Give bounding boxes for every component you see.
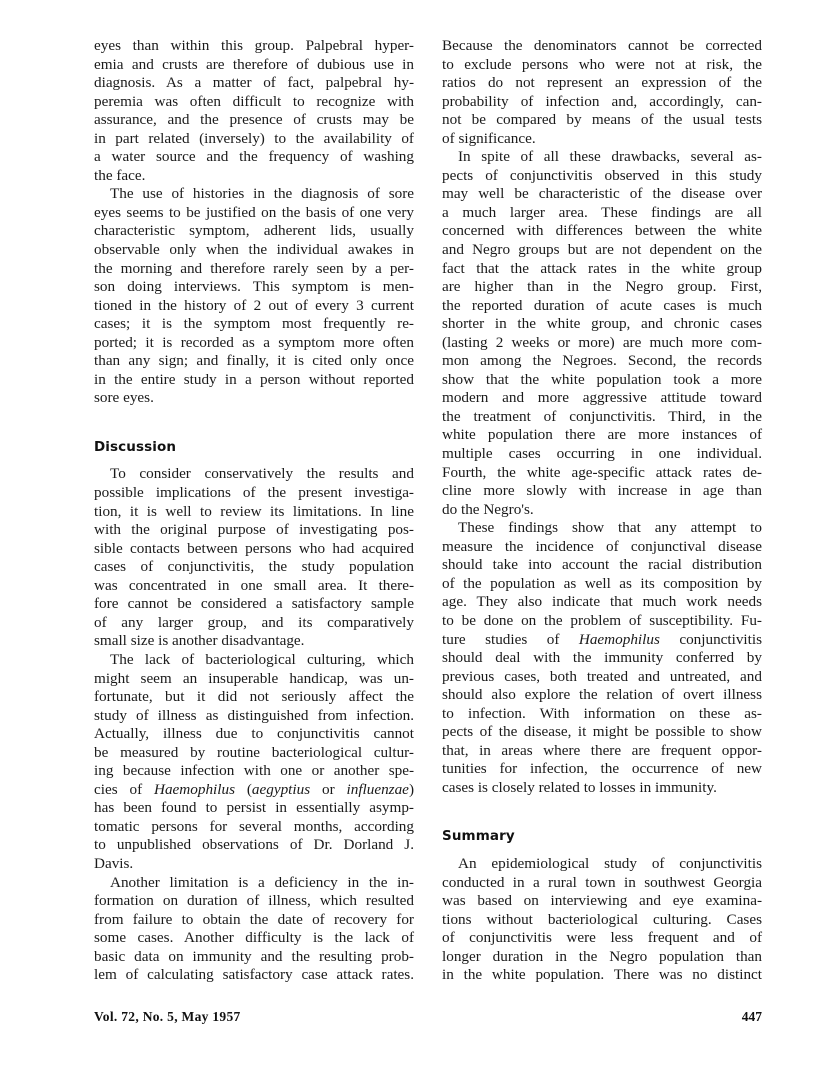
text-line: mon among the Negroes. Second, the records	[442, 352, 762, 370]
text-line: to unpublished observations of Dr. Dorland J.	[94, 836, 414, 854]
text-line: ported; it is recorded as a symptom more often	[94, 333, 414, 351]
text-line: formation on duration of illness, which resulted	[94, 892, 414, 910]
text-line: ratios do not represent an expression of the	[442, 74, 762, 92]
text-line: do the Negro's.	[442, 500, 534, 518]
text-line: assurance, and the presence of crusts may be	[94, 111, 414, 129]
text-line: sible contacts between persons who had acquired	[94, 539, 414, 557]
text-line: emia and crusts are therefore of dubious use in	[94, 55, 414, 73]
text-line: Because the denominators cannot be corrected	[442, 37, 762, 54]
italic-species-name: aegyptius	[251, 780, 311, 798]
text-line: son doing interviews. This symptom is men-	[94, 278, 414, 296]
section-heading-discussion: Discussion	[94, 438, 177, 455]
text-line: not be compared by means of the usual tests	[442, 111, 762, 129]
text-line: in the entire study in a person without reported	[94, 370, 414, 388]
journal-citation: Vol. 72, No. 5, May 1957	[94, 1009, 241, 1024]
text-line: In spite of all these drawbacks, several as-	[458, 148, 762, 166]
text-line: a water source and the frequency of washing	[94, 148, 414, 166]
text-line-haemophilus: cies of Haemophilus (aegyptius or influenzae)	[94, 780, 414, 798]
text-line: the treatment of conjunctivitis. Third, in the	[442, 407, 762, 425]
text-line: in part related (inversely) to the availability of	[94, 129, 414, 147]
text-line: a much larger area. These findings are all	[442, 203, 762, 221]
text-line: observable only when the individual awakes in	[94, 241, 414, 259]
right-column	[442, 37, 762, 985]
text-line: pects of the disease, it might be possible to show	[442, 723, 762, 741]
text-line: lem of calculating satisfactory case attack rates.	[94, 966, 414, 984]
text-line: sore eyes.	[94, 389, 154, 407]
italic-species-name: Haemophilus	[578, 630, 660, 648]
text-line: should take into account the racial distribution	[442, 556, 762, 574]
text-line: some cases. Another difficulty is the lack of	[94, 929, 414, 947]
section-spacer	[442, 846, 762, 855]
text-line: are higher than in the Negro group. First,	[442, 278, 762, 296]
text-line: Fourth, the white age-specific attack rates de-	[442, 463, 762, 481]
text-line: should also explore the relation of overt illness	[442, 686, 762, 704]
text-line: age. They also indicate that much work needs	[442, 593, 762, 611]
text-line: be measured by routine bacteriological cultur-	[94, 743, 414, 761]
text-line: measure the incidence of conjunctival disease	[442, 537, 762, 555]
text-line: diagnosis. As a matter of fact, palpebral hy-	[94, 74, 414, 92]
text-line: than any sign; and finally, it is cited only once	[94, 352, 414, 370]
text-line: tions without bacteriological culturing. Cases	[442, 910, 762, 928]
section-spacer	[94, 408, 414, 438]
text-line: might seem an insuperable handicap, was un-	[94, 669, 414, 687]
text-line: To consider conservatively the results and	[110, 465, 414, 483]
text-line: eyes than within this group. Palpebral hyper-	[94, 37, 414, 54]
text-line: to infection. With information on these as-	[442, 704, 762, 722]
text-line: modern and more aggressive attitude toward	[442, 389, 762, 407]
text-line: characteristic symptom, adherent lids, usually	[94, 222, 414, 240]
text-line: shorter in the white group, and chronic cases	[442, 315, 762, 333]
paragraph-bacteriological	[94, 651, 414, 874]
text-line: to exclude persons who were not at risk, the	[442, 55, 762, 73]
text-line: should deal with the immunity conferred by	[442, 649, 762, 667]
text-line: the reported duration of acute cases is much	[442, 296, 762, 314]
text-line: of significance.	[442, 129, 536, 147]
text-line: peremia was often difficult to recognize with	[94, 92, 414, 110]
text-line: The use of histories in the diagnosis of sore	[110, 185, 414, 203]
text-line: of any larger group, and its comparatively	[94, 613, 414, 631]
text-line: of conjunctivitis were less frequent and of	[442, 929, 762, 947]
paragraph-duration-limitation	[94, 874, 414, 985]
text-line: cases of conjunctivitis, the study population	[94, 558, 414, 576]
text-line: cases is closely related to losses in immunity.	[442, 778, 717, 796]
paragraph-findings	[442, 519, 762, 797]
text-line: fact that the attack rates in the white group	[442, 259, 762, 277]
text-line: previous cases, both treated and untreated, and	[442, 667, 762, 685]
text-line: has been found to persist in essentially asymp-	[94, 799, 414, 817]
section-heading-summary: Summary	[442, 828, 515, 845]
text-line: ing because infection with one or another spe-	[94, 762, 414, 780]
text-line: pects of conjunctivitis observed in this study	[442, 166, 762, 184]
text-line: tunities for infection, the occurrence of new	[442, 760, 762, 778]
text-line: show that the white population took a more	[442, 370, 762, 388]
text-line: Actually, illness due to conjunctivitis cannot	[94, 725, 414, 743]
text-line: may well be characteristic of the disease over	[442, 185, 762, 203]
text-line: with the original purpose of investigating pos-	[94, 521, 414, 539]
paragraph-histories	[94, 185, 414, 408]
text-line: Davis.	[94, 854, 134, 872]
text-line: multiple cases occurring in one individual.	[442, 445, 762, 463]
text-line: basic data on immunity and the resulting prob-	[94, 947, 414, 965]
text-line: tioned in the history of 2 out of every 3 current	[94, 296, 414, 314]
text-line: Another limitation is a deficiency in the in-	[110, 873, 414, 891]
text-line: was concentrated in one small area. It there-	[94, 576, 414, 594]
text-line: the morning and therefore rarely seen by a per-	[94, 259, 414, 277]
text-line: the face.	[94, 166, 146, 184]
text-line: white population there are more instances of	[442, 426, 762, 444]
text-line: small size is another disadvantage.	[94, 632, 305, 650]
text-line: cline more slowly with increase in age than	[442, 482, 762, 500]
text-line: concerned with differences between the white	[442, 222, 762, 240]
text-line: study of illness as distinguished from infection.	[94, 706, 414, 724]
text-line: from failure to obtain the date of recovery for	[94, 910, 414, 928]
page-number: 447	[741, 1009, 762, 1024]
text-line: and Negro groups but are not dependent on the	[442, 241, 762, 259]
paragraph-limitations	[94, 465, 414, 650]
text-line: fore cannot be considered a satisfactory sample	[94, 595, 414, 613]
text-line: An epidemiological study of conjunctivitis	[458, 854, 762, 872]
italic-species-name: influenzae	[346, 780, 409, 798]
left-column	[94, 37, 414, 985]
text-line: eyes seems to be justified on the basis of one very	[94, 203, 414, 221]
paragraph-palpebral-continuation	[94, 37, 414, 185]
paragraph-denominators-continuation	[442, 37, 762, 148]
text-line: conducted in a rural town in southwest Georgia	[442, 873, 762, 891]
text-line: possible implications of the present investiga-	[94, 484, 414, 502]
italic-species-name: Haemophilus	[153, 780, 235, 798]
section-spacer	[442, 797, 762, 827]
text-line: that, in areas where there are frequent oppor-	[442, 741, 762, 759]
section-spacer	[94, 456, 414, 465]
text-line: cases; it is the symptom most frequently re-	[94, 315, 414, 333]
text-line: These findings show that any attempt to	[458, 519, 762, 537]
text-line: The lack of bacteriological culturing, which	[110, 650, 414, 668]
text-line: tomatic persons for several months, according	[94, 817, 414, 835]
text-line: tion, it is well to review its limitations. In line	[94, 502, 414, 520]
text-line: probability of infection and, accordingly, can-	[442, 92, 762, 110]
paragraph-drawbacks	[442, 148, 762, 519]
text-line: longer duration in the Negro population than	[442, 947, 762, 965]
text-line-haemophilus: ture studies of Haemophilus conjunctivitis	[442, 630, 763, 648]
text-line: of the population as well as its composition by	[442, 574, 762, 592]
text-line: in the white population. There was no distinct	[442, 966, 762, 984]
text-line: was based on interviewing and eye examina-	[442, 892, 762, 910]
text-line: (lasting 2 weeks or more) are much more com-	[442, 333, 762, 351]
text-line: to be done on the problem of susceptibility. Fu-	[442, 611, 762, 629]
paragraph-summary	[442, 855, 762, 985]
text-line: fortunate, but it did not seriously affect the	[94, 688, 414, 706]
